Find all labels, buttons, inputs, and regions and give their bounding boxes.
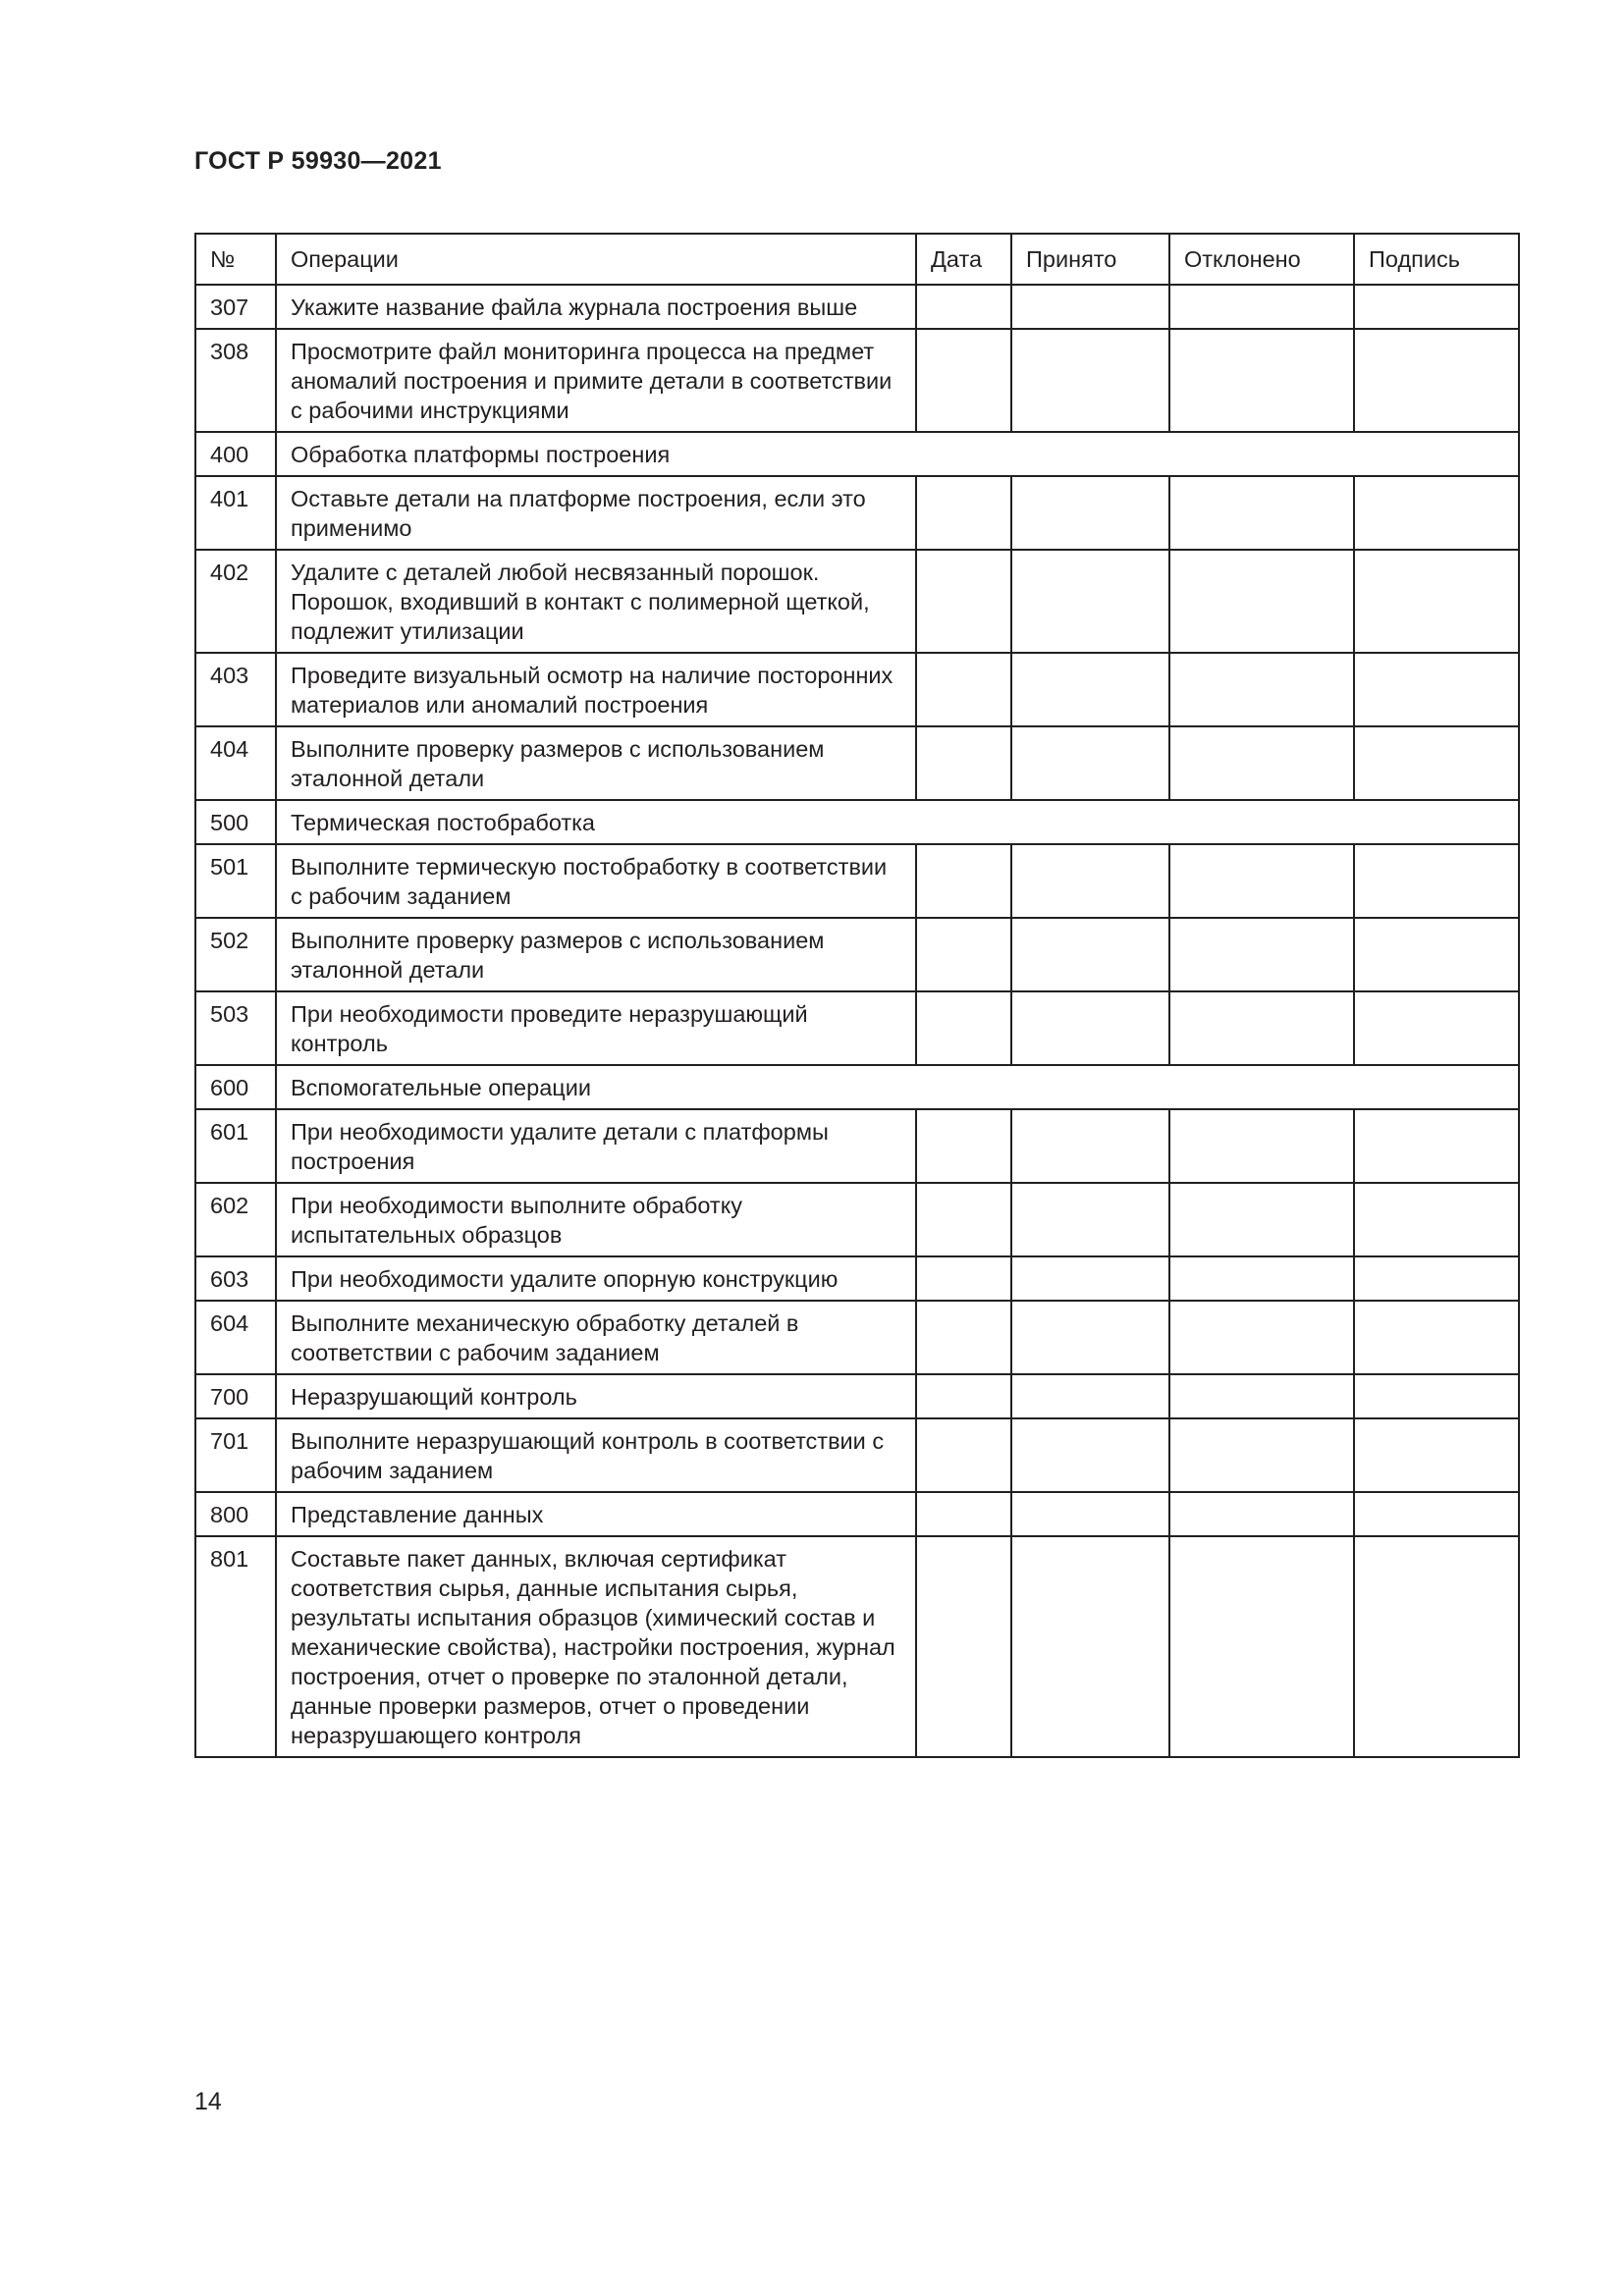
column-header-signature: Подпись <box>1354 234 1519 285</box>
date-cell <box>916 1418 1011 1492</box>
date-cell <box>916 1256 1011 1301</box>
accepted-cell <box>1011 1301 1169 1374</box>
row-number: 700 <box>195 1374 276 1418</box>
operation-text: Выполните проверку размеров с использованием эталонной детали <box>276 918 916 991</box>
rejected-cell <box>1169 285 1354 329</box>
operation-text: Выполните проверку размеров с использованием эталонной детали <box>276 726 916 800</box>
accepted-cell <box>1011 1418 1169 1492</box>
section-row <box>195 1065 1519 1109</box>
row-number: 501 <box>195 844 276 918</box>
table-row <box>195 844 1519 918</box>
rejected-cell <box>1169 918 1354 991</box>
operation-text: Выполните неразрушающий контроль в соответствии с рабочим заданием <box>276 1418 916 1492</box>
row-number: 402 <box>195 550 276 653</box>
accepted-cell <box>1011 329 1169 432</box>
accepted-cell <box>1011 726 1169 800</box>
rejected-cell <box>1169 1492 1354 1536</box>
signature-cell <box>1354 918 1519 991</box>
signature-cell <box>1354 844 1519 918</box>
row-number: 701 <box>195 1418 276 1492</box>
column-header-number: № <box>195 234 276 285</box>
rejected-cell <box>1169 991 1354 1065</box>
signature-cell <box>1354 1256 1519 1301</box>
signature-cell <box>1354 476 1519 550</box>
row-number: 601 <box>195 1109 276 1183</box>
operation-text: Обработка платформы построения <box>276 432 1519 476</box>
accepted-cell <box>1011 476 1169 550</box>
rejected-cell <box>1169 550 1354 653</box>
table-row <box>195 1256 1519 1301</box>
date-cell <box>916 726 1011 800</box>
rejected-cell <box>1169 329 1354 432</box>
signature-cell <box>1354 991 1519 1065</box>
row-number: 600 <box>195 1065 276 1109</box>
signature-cell <box>1354 1109 1519 1183</box>
column-header-rejected: Отклонено <box>1169 234 1354 285</box>
rejected-cell <box>1169 1301 1354 1374</box>
signature-cell <box>1354 1183 1519 1256</box>
rejected-cell <box>1169 1374 1354 1418</box>
signature-cell <box>1354 550 1519 653</box>
table-row <box>195 1183 1519 1256</box>
row-number: 800 <box>195 1492 276 1536</box>
signature-cell <box>1354 329 1519 432</box>
accepted-cell <box>1011 1183 1169 1256</box>
accepted-cell <box>1011 918 1169 991</box>
table-row <box>195 1109 1519 1183</box>
accepted-cell <box>1011 991 1169 1065</box>
date-cell <box>916 329 1011 432</box>
date-cell <box>916 918 1011 991</box>
accepted-cell <box>1011 550 1169 653</box>
accepted-cell <box>1011 1256 1169 1301</box>
signature-cell <box>1354 653 1519 726</box>
table-row <box>195 991 1519 1065</box>
date-cell <box>916 1183 1011 1256</box>
table-row <box>195 726 1519 800</box>
accepted-cell <box>1011 1109 1169 1183</box>
row-number: 604 <box>195 1301 276 1374</box>
row-number: 602 <box>195 1183 276 1256</box>
accepted-cell <box>1011 1536 1169 1757</box>
date-cell <box>916 1301 1011 1374</box>
accepted-cell <box>1011 1374 1169 1418</box>
operation-text: При необходимости удалите детали с платформы построения <box>276 1109 916 1183</box>
rejected-cell <box>1169 1109 1354 1183</box>
row-number: 403 <box>195 653 276 726</box>
accepted-cell <box>1011 653 1169 726</box>
row-number: 502 <box>195 918 276 991</box>
operation-text: Термическая постобработка <box>276 800 1519 844</box>
table-row <box>195 550 1519 653</box>
table-row <box>195 1374 1519 1418</box>
operation-text: Составьте пакет данных, включая сертификат соответствия сырья, данные испытания сырья, результаты испытания образцов (химический состав и механические свойства), настройки построения, журнал построения, отчет о проверке по эталонной детали, данные проверки размеров, отчет о проведении неразрушающего контроля <box>276 1536 916 1757</box>
operation-text: Укажите название файла журнала построения выше <box>276 285 916 329</box>
signature-cell <box>1354 1536 1519 1757</box>
signature-cell <box>1354 285 1519 329</box>
table-row <box>195 1492 1519 1536</box>
table-row <box>195 1418 1519 1492</box>
date-cell <box>916 476 1011 550</box>
operation-text: При необходимости удалите опорную конструкцию <box>276 1256 916 1301</box>
date-cell <box>916 1492 1011 1536</box>
operation-text: При необходимости проведите неразрушающий контроль <box>276 991 916 1065</box>
table-row <box>195 285 1519 329</box>
operation-text: Оставьте детали на платформе построения, если это применимо <box>276 476 916 550</box>
operation-text: Удалите с деталей любой несвязанный порошок. Порошок, входивший в контакт с полимерной щеткой, подлежит утилизации <box>276 550 916 653</box>
signature-cell <box>1354 726 1519 800</box>
operation-text: Неразрушающий контроль <box>276 1374 916 1418</box>
table-row <box>195 329 1519 432</box>
operation-text: Выполните термическую постобработку в соответствии с рабочим заданием <box>276 844 916 918</box>
date-cell <box>916 653 1011 726</box>
rejected-cell <box>1169 726 1354 800</box>
row-number: 400 <box>195 432 276 476</box>
table-header-row <box>195 234 1519 285</box>
date-cell <box>916 844 1011 918</box>
table-row <box>195 476 1519 550</box>
operation-text: Представление данных <box>276 1492 916 1536</box>
rejected-cell <box>1169 1183 1354 1256</box>
rejected-cell <box>1169 1536 1354 1757</box>
date-cell <box>916 991 1011 1065</box>
document-header: ГОСТ Р 59930—2021 <box>194 147 442 175</box>
accepted-cell <box>1011 844 1169 918</box>
accepted-cell <box>1011 285 1169 329</box>
rejected-cell <box>1169 1256 1354 1301</box>
operation-text: При необходимости выполните обработку испытательных образцов <box>276 1183 916 1256</box>
table-row <box>195 1536 1519 1757</box>
operation-text: Выполните механическую обработку деталей в соответствии с рабочим заданием <box>276 1301 916 1374</box>
row-number: 801 <box>195 1536 276 1757</box>
column-header-date: Дата <box>916 234 1011 285</box>
row-number: 308 <box>195 329 276 432</box>
signature-cell <box>1354 1374 1519 1418</box>
accepted-cell <box>1011 1492 1169 1536</box>
table-row <box>195 918 1519 991</box>
column-header-accepted: Принято <box>1011 234 1169 285</box>
date-cell <box>916 1109 1011 1183</box>
row-number: 500 <box>195 800 276 844</box>
date-cell <box>916 1536 1011 1757</box>
date-cell <box>916 1374 1011 1418</box>
row-number: 404 <box>195 726 276 800</box>
rejected-cell <box>1169 1418 1354 1492</box>
row-number: 603 <box>195 1256 276 1301</box>
section-row <box>195 800 1519 844</box>
operation-text: Вспомогательные операции <box>276 1065 1519 1109</box>
row-number: 401 <box>195 476 276 550</box>
operation-text: Просмотрите файл мониторинга процесса на предмет аномалий построения и примите детали в соответствии с рабочими инструкциями <box>276 329 916 432</box>
date-cell <box>916 550 1011 653</box>
row-number: 307 <box>195 285 276 329</box>
rejected-cell <box>1169 653 1354 726</box>
signature-cell <box>1354 1418 1519 1492</box>
rejected-cell <box>1169 844 1354 918</box>
table-row <box>195 1301 1519 1374</box>
signature-cell <box>1354 1301 1519 1374</box>
section-row <box>195 432 1519 476</box>
column-header-operations: Операции <box>276 234 916 285</box>
rejected-cell <box>1169 476 1354 550</box>
signature-cell <box>1354 1492 1519 1536</box>
date-cell <box>916 285 1011 329</box>
table-row <box>195 653 1519 726</box>
row-number: 503 <box>195 991 276 1065</box>
operation-text: Проведите визуальный осмотр на наличие посторонних материалов или аномалий построения <box>276 653 916 726</box>
page-number: 14 <box>194 2088 222 2115</box>
operations-table <box>194 233 1520 1758</box>
